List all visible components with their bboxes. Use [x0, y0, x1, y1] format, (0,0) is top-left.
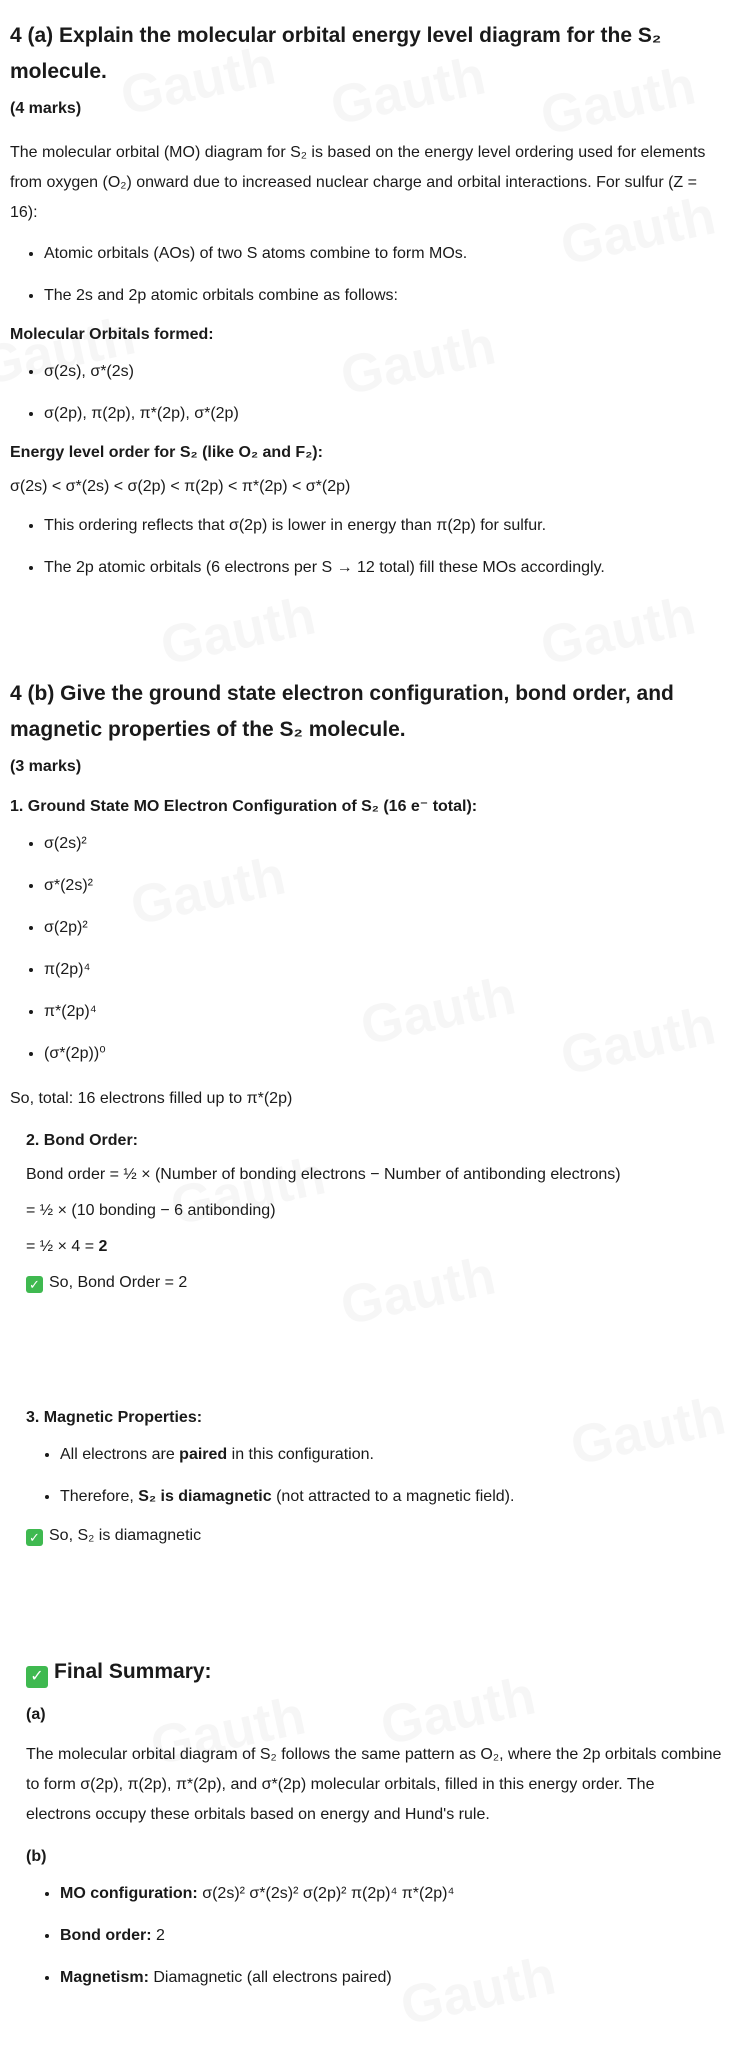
- part-a-marks: (4 marks): [10, 100, 82, 117]
- part-a-notes: [10, 514, 722, 580]
- energy-order-label: Energy level order for S₂ (like O₂ and F₂):: [10, 444, 323, 461]
- check-icon: ✓: [26, 1529, 43, 1546]
- list-item: [60, 1924, 722, 1948]
- summary-item-label: Bond order:: [60, 1927, 152, 1944]
- list-item: [60, 1882, 722, 1906]
- final-summary-title: [26, 1660, 722, 1688]
- list-item: • σ(2p), π(2p), π*(2p), σ*(2p): [44, 402, 722, 426]
- mo-formed-list: [10, 360, 722, 426]
- text: Therefore,: [60, 1488, 139, 1505]
- part-a-section: [10, 18, 722, 580]
- list-item: • Atomic orbitals (AOs) of two S atoms combine to form MOs.: [44, 242, 722, 266]
- check-icon: ✓: [26, 1276, 43, 1293]
- magnetic-block: [10, 1409, 722, 1546]
- list-item: • π(2p)⁴: [44, 958, 722, 982]
- list-item: • σ(2p)²: [44, 916, 722, 940]
- part-a-intro: The molecular orbital (MO) diagram for S₂ is based on the energy level ordering used for elements from oxygen (O₂) onward due to increased nuclear charge and orbital interactions. For sulfur (Z = 16):: [10, 144, 706, 221]
- bond-order-calc: [26, 1238, 722, 1256]
- bond-order-block: [10, 1132, 722, 1293]
- magnetic-list: [26, 1443, 722, 1509]
- bond-order-result: [26, 1274, 722, 1293]
- part-a-bullets: [10, 242, 722, 308]
- final-summary-title-text: Final Summary:: [54, 1660, 212, 1683]
- list-item: [60, 1485, 722, 1509]
- list-item: [60, 1966, 722, 1990]
- bond-order-calc-value: 2: [98, 1238, 108, 1255]
- bond-order-substitution: = ½ × (10 bonding − 6 antibonding): [26, 1202, 276, 1219]
- list-item: [60, 1443, 722, 1467]
- summary-b-list: [26, 1882, 722, 1990]
- summary-item-label: Magnetism:: [60, 1969, 149, 1986]
- check-icon: ✓: [26, 1666, 48, 1688]
- config-label: 1. Ground State MO Electron Configuration of S₂ (16 e⁻ total):: [10, 798, 478, 815]
- bond-order-label: 2. Bond Order:: [26, 1132, 139, 1149]
- bond-order-formula: Bond order = ½ × (Number of bonding electrons − Number of antibonding electrons): [26, 1166, 621, 1183]
- energy-order: σ(2s) < σ*(2s) < σ(2p) < π(2p) < π*(2p) < σ*(2p): [10, 478, 351, 495]
- magnetic-label: 3. Magnetic Properties:: [26, 1409, 203, 1426]
- text: (not attracted to a magnetic field).: [271, 1488, 515, 1505]
- summary-b-label: (b): [26, 1848, 47, 1865]
- final-summary-section: [10, 1660, 722, 1990]
- list-item: • The 2s and 2p atomic orbitals combine as follows:: [44, 284, 722, 308]
- list-item: • This ordering reflects that σ(2p) is lower in energy than π(2p) for sulfur.: [44, 514, 722, 538]
- config-list: [10, 832, 722, 1066]
- summary-item-label: MO configuration:: [60, 1885, 198, 1902]
- part-a-heading: 4 (a) Explain the molecular orbital energy level diagram for the S₂ molecule.: [10, 24, 662, 83]
- part-b-heading: 4 (b) Give the ground state electron configuration, bond order, and magnetic properties of the S₂ molecule.: [10, 682, 674, 741]
- mo-formed-label: Molecular Orbitals formed:: [10, 326, 214, 343]
- summary-item-value: σ(2s)² σ*(2s)² σ(2p)² π(2p)⁴ π*(2p)⁴: [202, 1885, 455, 1902]
- magnetic-result: [26, 1527, 722, 1546]
- part-b-marks: (3 marks): [10, 758, 82, 775]
- summary-item-value: Diamagnetic (all electrons paired): [153, 1969, 392, 1986]
- part-b-section: [10, 676, 722, 1546]
- list-item: • σ(2s)²: [44, 832, 722, 856]
- summary-a-text: The molecular orbital diagram of S₂ follows the same pattern as O₂, where the 2p orbitals combine to form σ(2p), π(2p), π*(2p), and σ*(2p) molecular orbitals, filled in this energy order. The electrons occupy these orbitals based on energy and Hund's rule.: [26, 1746, 722, 1823]
- list-item: • σ(2s), σ*(2s): [44, 360, 722, 384]
- list-item: • The 2p atomic orbitals (6 electrons per S → 12 total) fill these MOs accordingly.: [44, 556, 722, 580]
- bond-order-result-text: So, Bond Order = 2: [49, 1274, 188, 1291]
- summary-item-value: 2: [156, 1927, 165, 1944]
- magnetic-result-text: So, S₂ is diamagnetic: [49, 1527, 202, 1544]
- text: All electrons are: [60, 1446, 180, 1463]
- emphasis: paired: [179, 1446, 228, 1463]
- summary-a-label: (a): [26, 1706, 46, 1723]
- config-total: So, total: 16 electrons filled up to π*(2p): [10, 1090, 293, 1107]
- list-item: • π*(2p)⁴: [44, 1000, 722, 1024]
- text: in this configuration.: [227, 1446, 374, 1463]
- list-item: • (σ*(2p))⁰: [44, 1042, 722, 1066]
- emphasis: S₂ is diamagnetic: [138, 1488, 272, 1505]
- bond-order-calc-prefix: = ½ × 4 =: [26, 1238, 99, 1255]
- list-item: • σ*(2s)²: [44, 874, 722, 898]
